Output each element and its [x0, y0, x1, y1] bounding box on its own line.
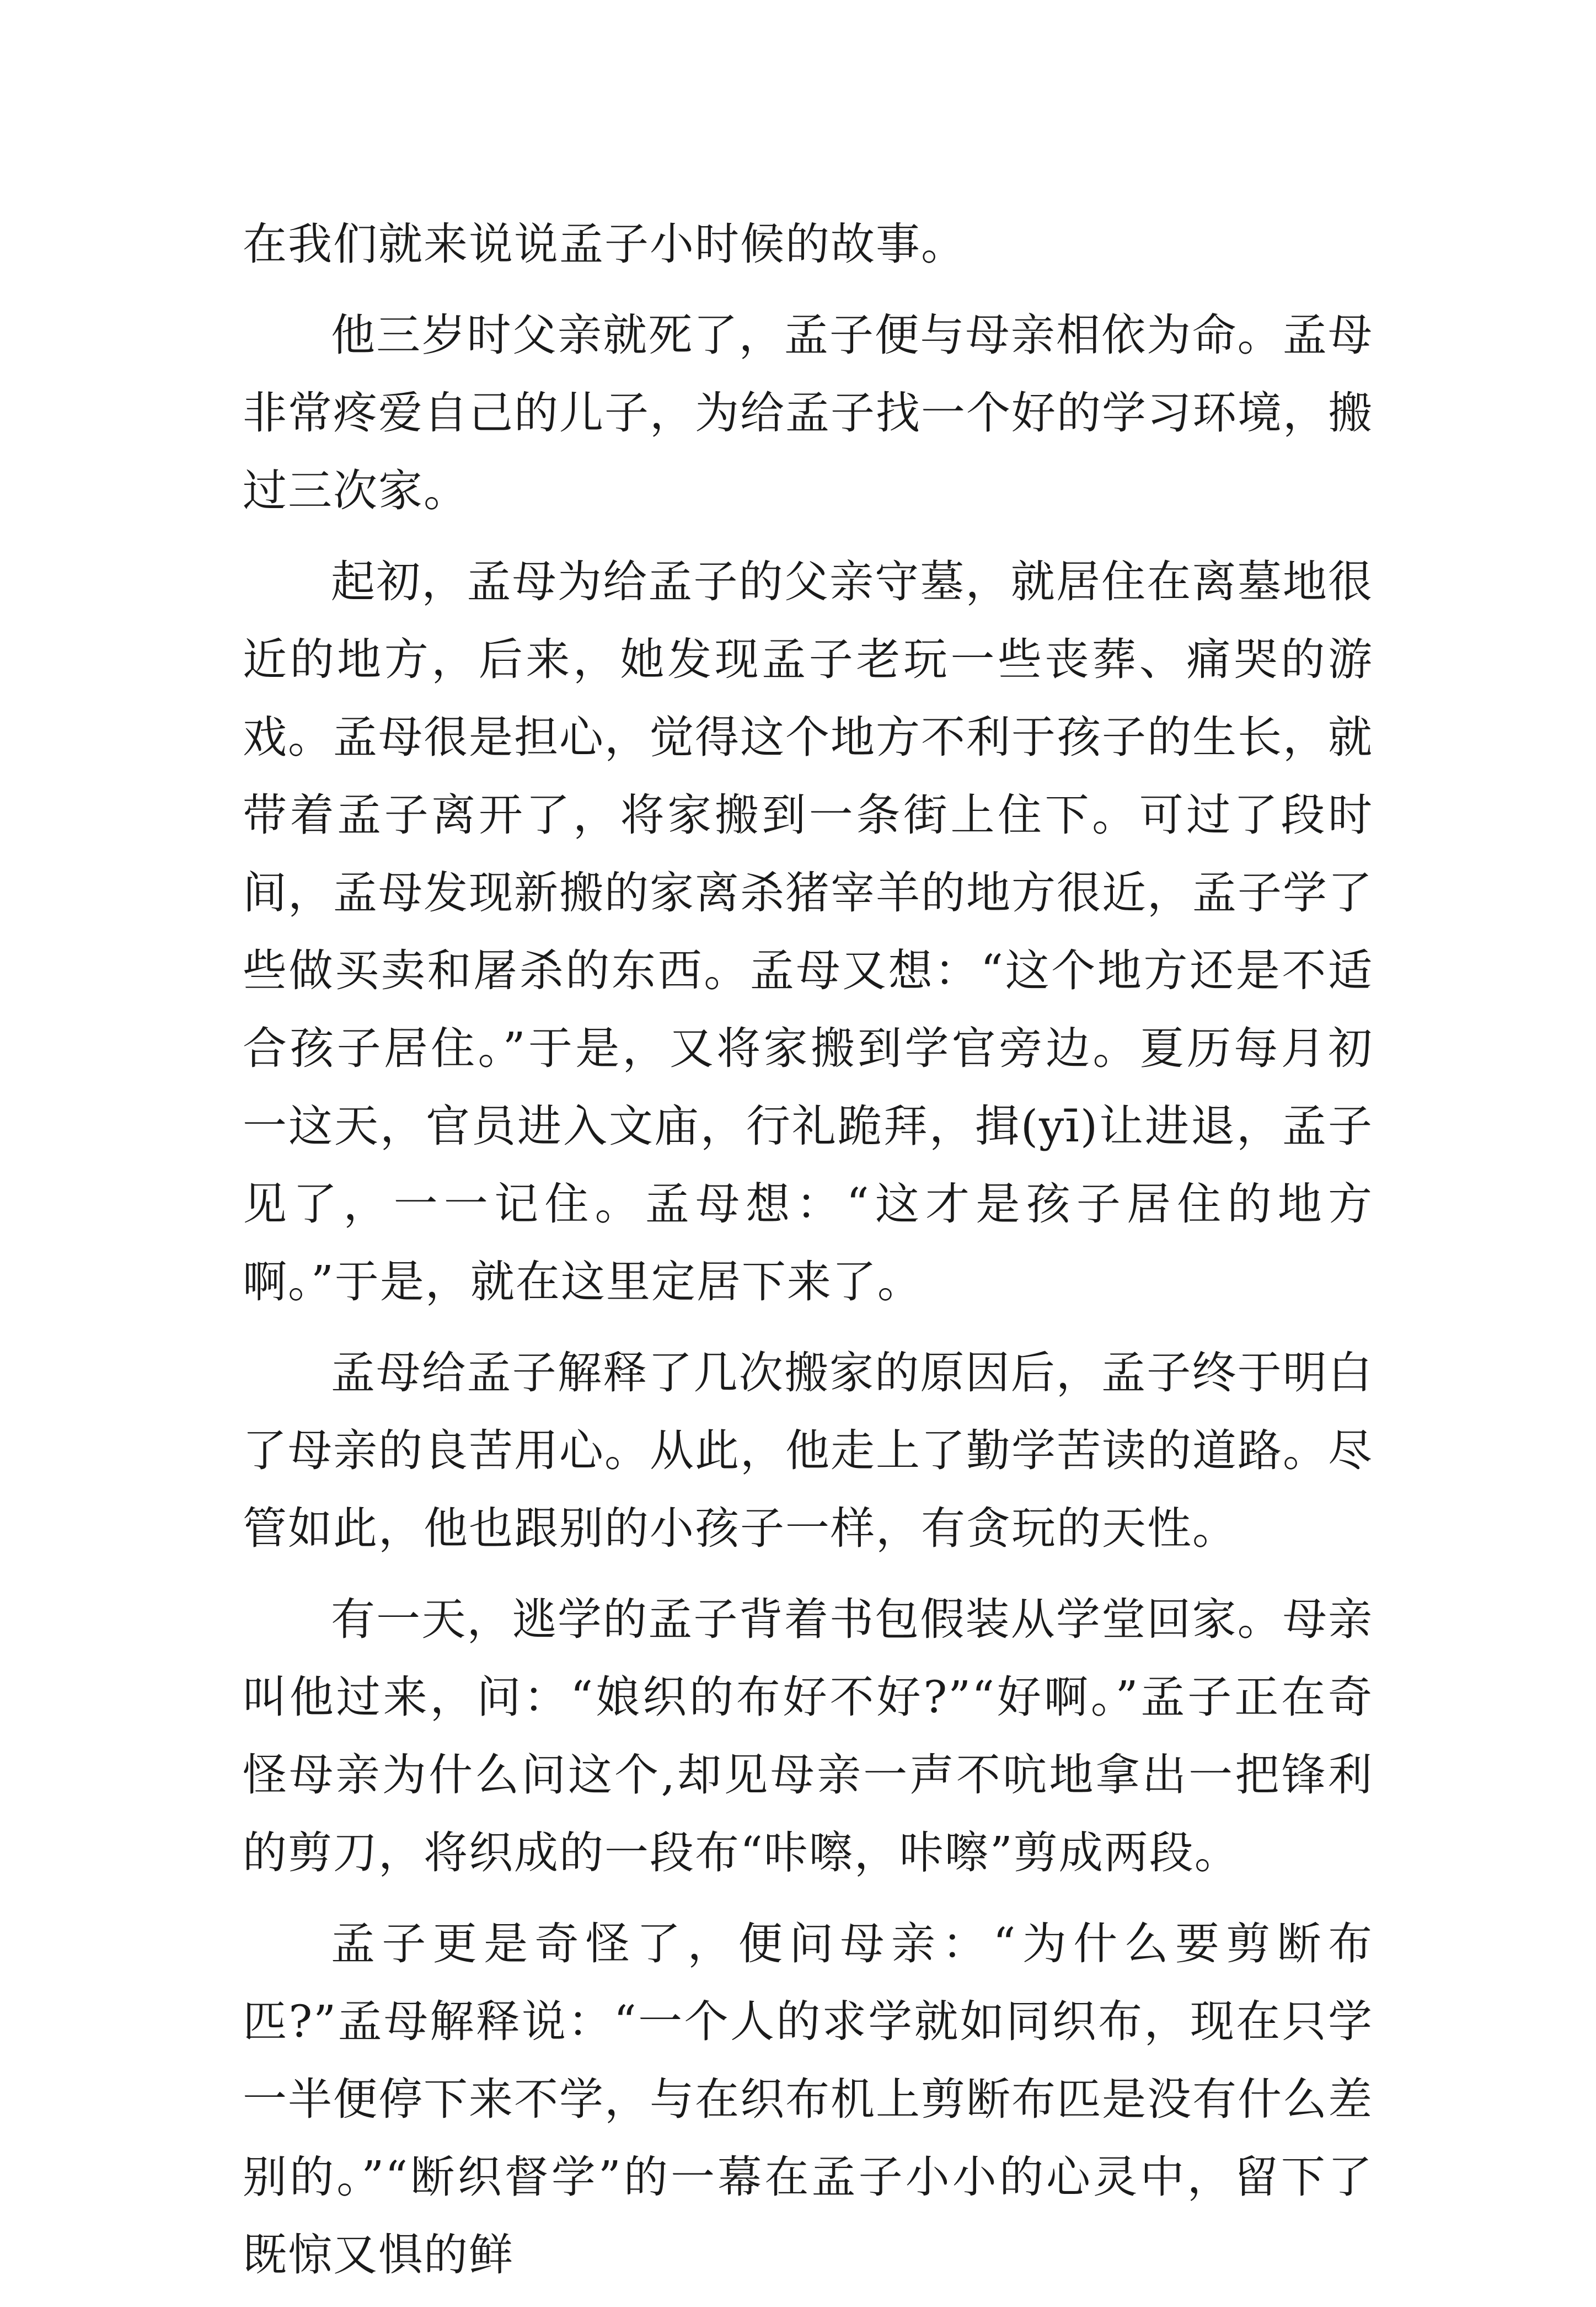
paragraph-1: 在我们就来说说孟子小时候的故事。 [243, 218, 966, 270]
paragraph-3: 起初，孟母为给孟子的父亲守墓，就居住在离墓地很近的地方，后来，她发现孟子老玩一些丧葬、痛哭的游戏。孟母很是担心，觉得这个地方不利于孩子的生长，就带着孟子离开了，将家搬到一条街上住下。可过了段时间，孟母发现新搬的家离杀猪宰羊的地方很近，孟子学了些做买卖和屠杀的东西。孟母又想：“这个地方还是不适合孩子居住。”于是，又将家搬到学官旁边。夏历每月初一这天，官员进入文庙，行礼跪拜，揖(yī)让进退，孟子见了，一一记住。孟母想：“这才是孩子居住的地方啊。”于是，就在这里定居下来了。 [243, 556, 1373, 1307]
paragraph-4: 孟母给孟子解释了几次搬家的原因后，孟子终于明白了母亲的良苦用心。从此，他走上了勤学苦读的道路。尽管如此，他也跟别的小孩子一样，有贪玩的天性。 [243, 1347, 1373, 1554]
paragraph-6: 孟子更是奇怪了，便问母亲：“为什么要剪断布匹?”孟母解释说：“一个人的求学就如同织布，现在只学一半便停下来不学，与在织布机上剪断布匹是没有什么差别的。”“断织督学”的一幕在孟子小小的心灵中，留下了既惊又惧的鲜 [243, 1918, 1373, 2281]
paragraph-5: 有一天，逃学的孟子背着书包假装从学堂回家。母亲叫他过来，问：“娘织的布好不好?”“好啊。”孟子正在奇怪母亲为什么问这个,却见母亲一声不吭地拿出一把锋利的剪刀，将织成的一段布“咔嚓，咔嚓”剪成两段。 [243, 1594, 1373, 1878]
paragraph-2: 他三岁时父亲就死了，孟子便与母亲相依为命。孟母非常疼爱自己的儿子，为给孟子找一个好的学习环境，搬过三次家。 [243, 309, 1373, 516]
document-body [243, 205, 1373, 2307]
